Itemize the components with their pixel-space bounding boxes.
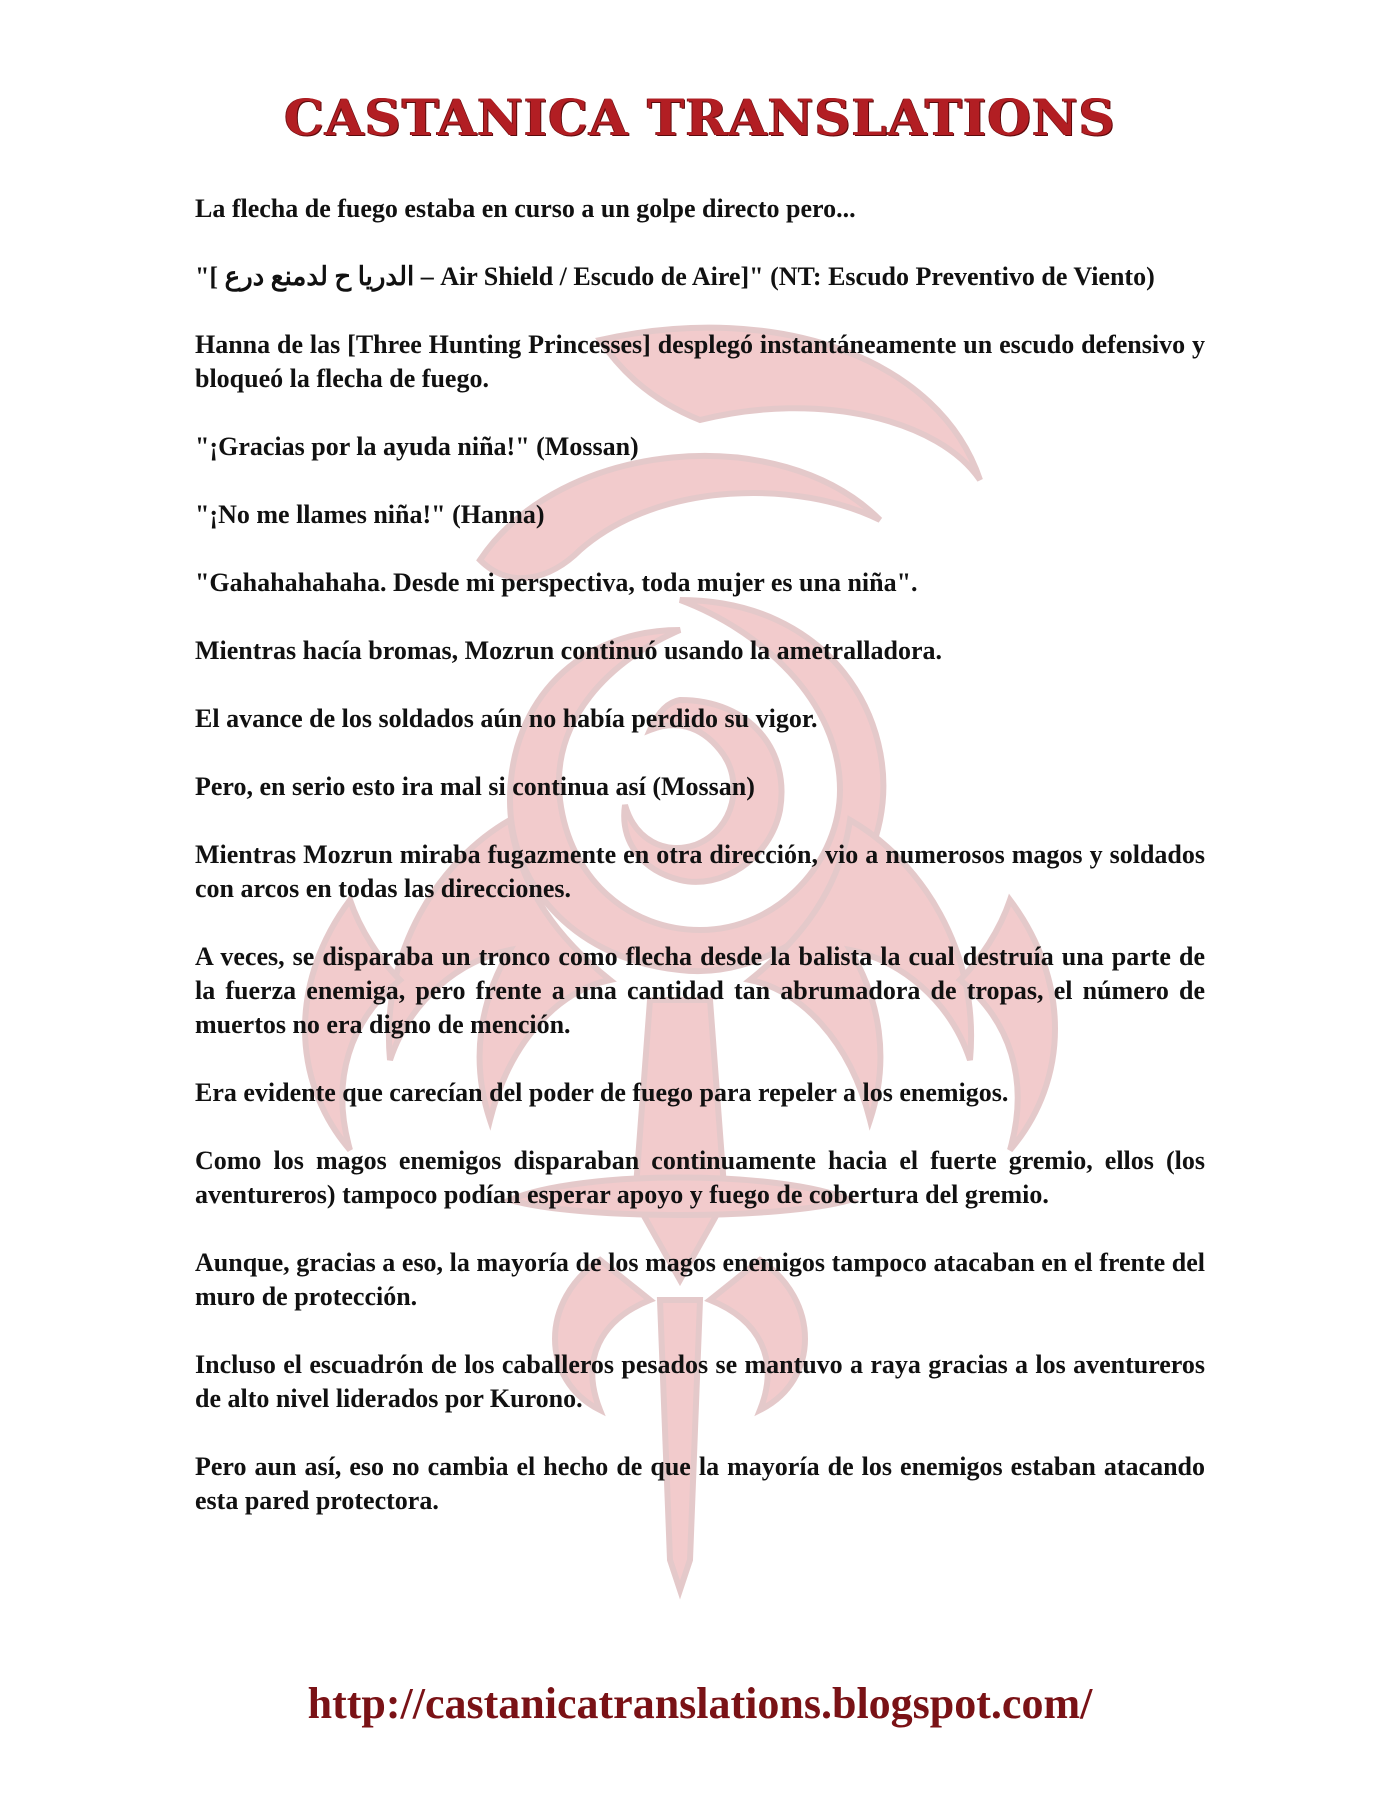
paragraph: Hanna de las [Three Hunting Princesses] desplegó instantáneamente un escudo defensivo y bloqueó la flecha de fuego. [195,330,1205,393]
paragraph: Mientras hacía bromas, Mozrun continuó usando la ametralladora. [195,636,943,665]
paragraph: El avance de los soldados aún no había perdido su vigor. [195,704,818,733]
paragraph: Era evidente que carecían del poder de fuego para repeler a los enemigos. [195,1078,1009,1107]
paragraph: A veces, se disparaba un tronco como flecha desde la balista la cual destruía una parte de la fuerza enemiga, pero frente a una cantidad tan abrumadora de tropas, el número de muertos no era digno de mención. [195,942,1205,1039]
paragraph: Como los magos enemigos disparaban continuamente hacia el fuerte gremio, ellos (los aventureros) tampoco podían esperar apoyo y fuego de cobertura del gremio. [195,1146,1205,1209]
paragraph: Pero aun así, eso no cambia el hecho de que la mayoría de los enemigos estaban atacando esta pared protectora. [195,1452,1205,1515]
footer-url-link[interactable]: http://castanicatranslations.blogspot.com/ [307,1679,1093,1728]
page-title: CASTANICA TRANSLATIONS [284,88,1116,147]
paragraph: La flecha de fuego estaba en curso a un golpe directo pero... [195,194,856,223]
paragraph: Aunque, gracias a eso, la mayoría de los magos enemigos tampoco atacaban en el frente del muro de protección. [195,1248,1205,1311]
document-body [195,192,1205,1552]
paragraph: "¡No me llames niña!" (Hanna) [195,500,545,529]
paragraph: Incluso el escuadrón de los caballeros pesados se mantuvo a raya gracias a los aventureros de alto nivel liderados por Kurono. [195,1350,1205,1413]
paragraph: Pero, en serio esto ira mal si continua así (Mossan) [195,772,755,801]
paragraph: "Gahahahahaha. Desde mi perspectiva, toda mujer es una niña". [195,568,918,597]
paragraph: Mientras Mozrun miraba fugazmente en otra dirección, vio a numerosos magos y soldados con arcos en todas las direcciones. [195,840,1205,903]
paragraph: "[ الدريا ح لدمنع درع – Air Shield / Escudo de Aire]" (NT: Escudo Preventivo de Viento) [195,262,1155,291]
paragraph: "¡Gracias por la ayuda niña!" (Mossan) [195,432,639,461]
